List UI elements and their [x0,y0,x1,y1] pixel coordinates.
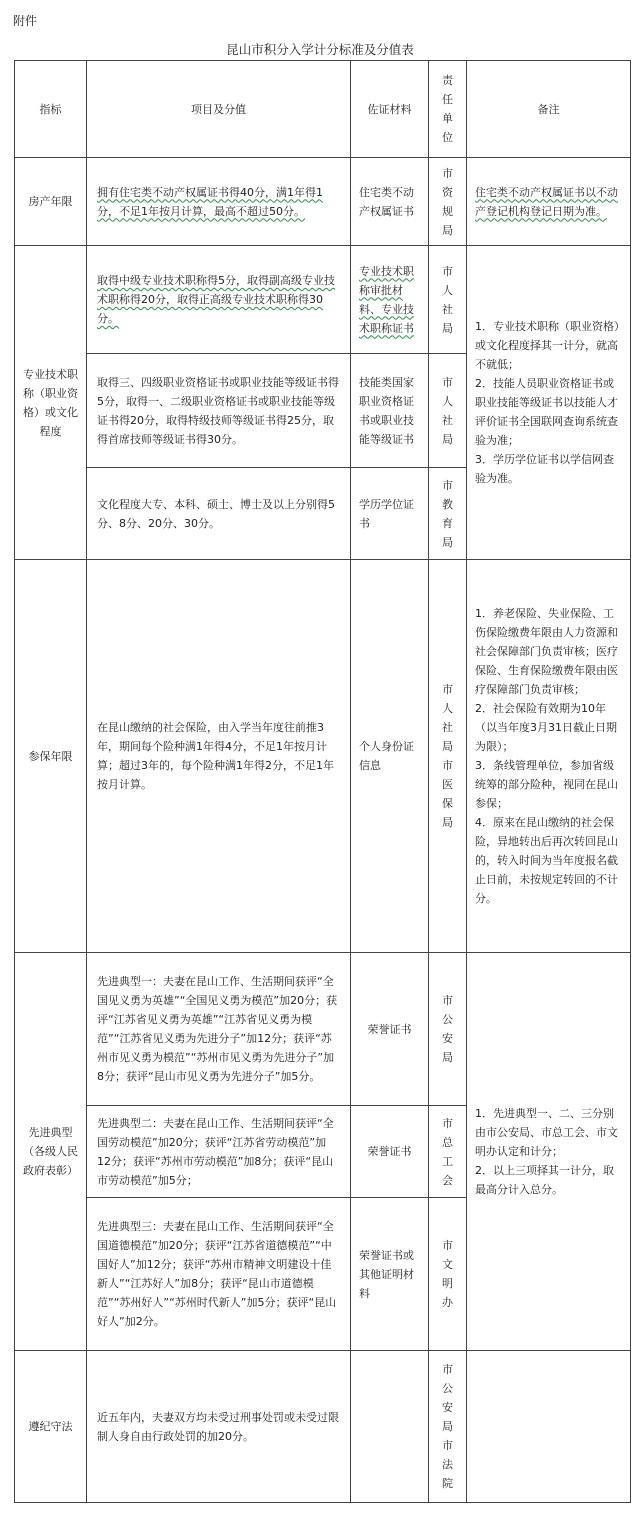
unit-house [429,158,467,246]
indicator-insurance: 参保年限 [15,560,87,953]
unit-title-2 [429,354,467,468]
header-row [15,61,631,158]
materials-law [351,1351,429,1503]
items-title-1 [87,246,351,354]
materials-model-3: 荣誉证书或其他证明材料 [351,1198,429,1351]
items-model-3: 先进典型三：夫妻在昆山工作、生活期间获评“全国道德模范”加20分；获评“江苏省道德模范”“中国好人”加12分；获评“苏州市精神文明建设十佳新人”“江苏好人”加8分；获评“昆山市道德模范”“苏州好人”“苏州时代新人”加5分；获评“昆山好人”加2分。 [87,1198,351,1351]
unit-law-text: 市公安局市法院 [442,1363,453,1490]
table-row-model-1 [15,953,631,1106]
unit-model-2 [429,1106,467,1198]
materials-model-2: 荣誉证书 [351,1106,429,1198]
materials-title-1 [351,246,429,354]
unit-model-3-text: 市文明办 [442,1239,453,1309]
materials-title-3: 学历学位证书 [351,468,429,560]
notes-title [467,246,631,560]
document-title: 昆山市积分入学计分标准及分值表 [226,42,414,57]
notes-house [467,158,631,246]
items-model-2: 先进典型二：夫妻在昆山工作、生活期间获评“全国劳动模范”加20分；获评“江苏省劳动模范”加12分；获评“苏州市劳动模范”加8分；获评“昆山市劳动模范”加5分； [87,1106,351,1198]
col-header-items: 项目及分值 [87,61,351,158]
note-model-2: 2．以上三项择其一计分，取最高分计入总分。 [475,1164,614,1196]
unit-title-3 [429,468,467,560]
unit-model-1 [429,953,467,1106]
items-title-2: 取得三、四级职业资格证书或职业技能等级证书得5分，取得一、二级职业资格证书或职业技能等级证书得20分，取得特级技师等级证书得25分，取得首席技师等级证书得30分。 [87,354,351,468]
unit-model-2-text: 市总工会 [442,1116,453,1187]
col-header-notes: 备注 [467,61,631,158]
items-insurance: 在昆山缴纳的社会保险，由入学当年度往前推3年，期间每个险种满1年得4分，不足1年按月计算；超过3年的，每个险种满1年得2分，不足1年按月计算。 [87,560,351,953]
note-insurance-4: 4．原来在昆山缴纳的社会保险，异地转出后再次转回昆山的，转入时间为当年度报名截止日前，未按规定转回的不计分。 [475,816,618,905]
notes-law [467,1351,631,1503]
attachment-label: 附件 [13,14,38,28]
unit-title-1 [429,246,467,354]
notes-house-text: 住宅类不动产权属证书以不动产登记机构登记日期为准。 [475,185,618,218]
table-row-title-1 [15,246,631,354]
note-title-2: 2．技能人员职业资格证书或职业技能等级证书以技能人才评价证书全国联网查询系统查验为准； [475,377,618,447]
indicator-title: 专业技术职称（职业资格）或文化程度 [15,246,87,560]
col-header-indicator: 指标 [15,61,87,158]
unit-insurance-text: 市人社局市医保局 [442,683,453,829]
indicator-house: 房产年限 [15,158,87,246]
items-house-text: 拥有住宅类不动产权属证书得40分，满1年得1分，不足1年按月计算，最高不超过50分。 [97,185,323,218]
items-title-3: 文化程度大专、本科、硕士、博士及以上分别得5分、8分、20分、30分。 [87,468,351,560]
items-model-1: 先进典型一：夫妻在昆山工作、生活期间获评“全国见义勇为英雄”“全国见义勇为模范”加20分；获评“江苏省见义勇为英雄”“江苏省见义勇为模范”“江苏省见义勇为先进分子”加12分；获评“苏州市见义勇为模范”“苏州市见义勇为先进分子”加8分；获评“昆山市见义勇为先进分子”加5分。 [87,953,351,1106]
unit-model-1-text: 市公安局 [442,994,453,1064]
unit-law [429,1351,467,1503]
indicator-model: 先进典型（各级人民政府表彰） [15,953,87,1351]
items-law: 近五年内，夫妻双方均未受过刑事处罚或未受过限制人身自由行政处罚的加20分。 [87,1351,351,1503]
items-house [87,158,351,246]
table-row-house [15,158,631,246]
materials-title-1-text: 专业技术职称审批材料、专业技术职称证书 [359,264,414,335]
col-header-materials: 佐证材料 [351,61,429,158]
table-row-insurance [15,560,631,953]
unit-title-3-text: 市教育局 [442,478,453,549]
unit-title-1-text: 市人社局 [442,264,453,335]
indicator-law: 遵纪守法 [15,1351,87,1503]
unit-title-2-text: 市人社局 [442,375,453,446]
col-header-unit-text: 责任单位 [442,74,453,144]
notes-insurance [467,560,631,953]
col-header-unit [429,61,467,158]
unit-model-3 [429,1198,467,1351]
table-row-law [15,1351,631,1503]
note-model-1: 1．先进典型一、二、三分别由市公安局、市总工会、市文明办认定和计分； [475,1107,618,1158]
materials-title-2: 技能类国家职业资格证书或职业技能等级证书 [351,354,429,468]
items-title-1-text: 取得中级专业技术职称得5分，取得副高级专业技术职称得20分，取得正高级专业技术职称得30分。 [97,274,335,325]
note-insurance-2: 2．社会保险有效期为10年（以当年度3月31日截止日期为限）； [475,702,617,753]
note-title-3: 3．学历学位证书以学信网查验为准。 [475,453,614,485]
materials-insurance: 个人身份证信息 [351,560,429,953]
unit-insurance [429,560,467,953]
note-insurance-1: 1．养老保险、失业保险、工伤保险缴费年限由人力资源和社会保障部门负责审核；医疗保险、生育保险缴费年限由医疗保障部门负责审核； [475,607,618,696]
note-title-1: 1．专业技术职称（职业资格）或文化程度择其一计分，就高不就低； [475,320,620,371]
materials-model-1: 荣誉证书 [351,953,429,1106]
materials-house: 住宅类不动产权属证书 [351,158,429,246]
scoring-table [14,60,631,1503]
note-insurance-3: 3．条线管理单位，参加省级统筹的部分险种，视同在昆山参保； [475,759,618,810]
notes-model [467,953,631,1351]
unit-house-text: 市资规局 [442,166,453,237]
